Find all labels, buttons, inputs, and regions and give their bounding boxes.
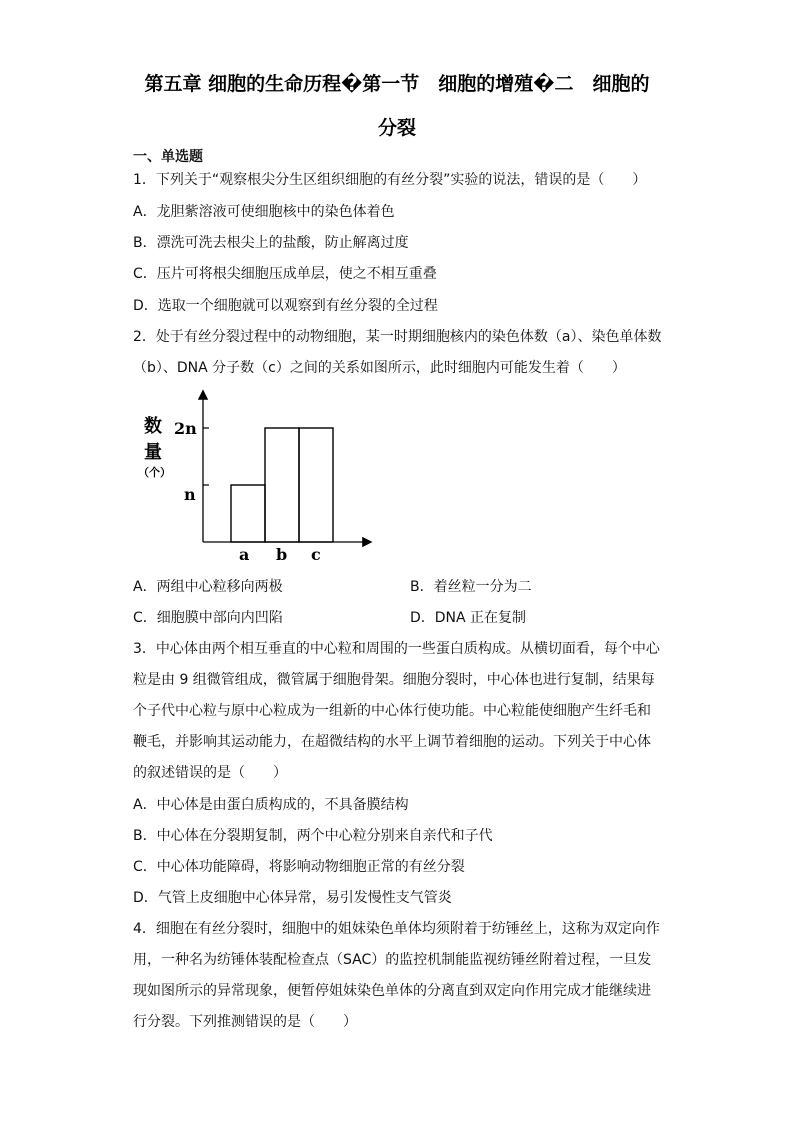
q3-option-c: C．中心体功能障碍，将影响动物细胞正常的有丝分裂 — [133, 859, 465, 875]
x-label-b: b — [276, 545, 288, 564]
y-tick-label-n: n — [184, 485, 196, 504]
x-label-c: c — [311, 545, 321, 564]
q2-option-c: C．细胞膜中部向内凹陷 — [133, 610, 283, 626]
q3-stem-line-5: 的叙述错误的是（ ） — [133, 765, 287, 781]
q2-option-b: B．着丝粒一分为二 — [410, 579, 532, 595]
q1-option-d: D．选取一个细胞就可以观察到有丝分裂的全过程 — [133, 298, 438, 314]
q1-option-c: C．压片可将根尖细胞压成单层，使之不相互重叠 — [133, 266, 437, 282]
q4-stem-line-2: 用，一种名为纺锤体装配检查点（SAC）的监控机制能监视纺锤丝附着过程，一旦发 — [133, 952, 652, 968]
q4-stem-line-4: 行分裂。下列推测错误的是（ ） — [133, 1014, 357, 1030]
bar-c — [299, 428, 333, 542]
q4-stem-line-1: 4．细胞在有丝分裂时，细胞中的姐妹染色单体均须附着于纺锤丝上，这称为双定向作 — [133, 921, 660, 937]
section-heading: 一、单选题 — [133, 149, 203, 165]
q2-stem-line-2: （b）、DNA 分子数（c）之间的关系如图所示，此时细胞内可能发生着（ ） — [133, 360, 626, 376]
page-title-line-1: 第五章 细胞的生命历程�第一节 细胞的增殖�二 细胞的 — [144, 73, 650, 95]
page-title-line-2: 分裂 — [377, 117, 416, 139]
q3-stem-line-4: 鞭毛，并影响其运动能力，在超微结构的水平上调节着细胞的运动。下列关于中心体 — [133, 734, 651, 750]
q2-option-a: A．两组中心粒移向两极 — [133, 579, 283, 595]
q2-bar-chart — [130, 382, 390, 567]
q3-stem-line-1: 3．中心体由两个相互垂直的中心粒和周围的一些蛋白质构成。从横切面看，每个中心 — [133, 641, 660, 657]
bar-a — [231, 485, 265, 542]
q1-option-b: B．漂洗可洗去根尖上的盐酸，防止解离过度 — [133, 235, 409, 251]
y-axis-label-char-2: 量 — [144, 442, 162, 463]
q3-stem-line-2: 粒是由 9 组微管组成，微管属于细胞骨架。细胞分裂时，中心体也进行复制，结果每 — [133, 672, 655, 688]
x-label-a: a — [239, 545, 250, 564]
q1-option-a: A．龙胆紫溶液可使细胞核中的染色体着色 — [133, 204, 395, 220]
y-tick-label-2n: 2n — [174, 419, 197, 438]
q2-stem-line-1: 2．处于有丝分裂过程中的动物细胞，某一时期细胞核内的染色体数（a）、染色单体数 — [133, 329, 662, 345]
q3-option-b: B．中心体在分裂期复制，两个中心粒分别来自亲代和子代 — [133, 828, 493, 844]
q1-stem: 1．下列关于“观察根尖分生区组织细胞的有丝分裂”实验的说法，错误的是（ ） — [133, 172, 647, 188]
q3-option-d: D．气管上皮细胞中心体异常，易引发慢性支气管炎 — [133, 890, 452, 906]
q2-option-d: D．DNA 正在复制 — [410, 610, 527, 626]
y-axis-label-char-1: 数 — [144, 416, 162, 437]
q3-option-a: A．中心体是由蛋白质构成的，不具备膜结构 — [133, 797, 409, 813]
q3-stem-line-3: 个子代中心粒与原中心粒成为一组新的中心体行使功能。中心粒能使细胞产生纤毛和 — [133, 703, 651, 719]
bar-b — [265, 428, 299, 542]
y-axis-unit: （个） — [138, 466, 171, 479]
q4-stem-line-3: 现如图所示的异常现象，便暂停姐妹染色单体的分离直到双定向作用完成才能继续进 — [133, 983, 651, 999]
